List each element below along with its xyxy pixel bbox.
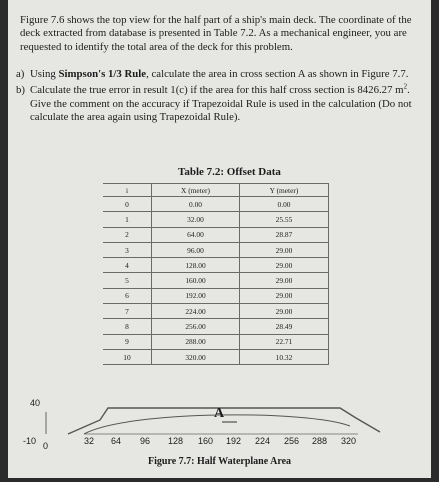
cell-x: 160.00 [152,273,240,288]
cell-y: 25.55 [240,212,329,227]
cell-i: 8 [103,319,152,334]
cell-i: 3 [103,242,152,257]
x-tick-label: 192 [226,436,242,446]
question-b-text: Calculate the true error in result 1(c) if the area for this half cross section is 8426.27 $m^2$. Give the comment on the accuracy if Trapezoidal Rule is used in the calculation (Do not calculate the area again using Trapezoidal Rule). [30,82,412,123]
cell-x: 192.00 [152,288,240,303]
cell-i: 10 [103,349,152,364]
x-tick-label: 320 [341,436,357,446]
area-unit-exponent: 2 [403,82,408,91]
question-a-label: a) [16,68,25,80]
cell-i: 5 [103,273,152,288]
cell-y: 29.00 [240,242,329,257]
cell-i: 9 [103,334,152,349]
cell-y: 29.00 [240,273,329,288]
cell-y: 29.00 [240,258,329,273]
cell-x: 288.00 [152,334,240,349]
cell-x: 0.00 [152,197,240,212]
section-a-label: A [214,406,225,421]
cell-y: 29.00 [240,304,329,319]
cell-i: 6 [103,288,152,303]
cell-y: 0.00 [240,197,329,212]
x-tick-label: 224 [255,436,271,446]
x-tick-label: 64 [111,436,122,446]
table-title: Table 7.2: Offset Data [178,166,281,178]
cell-y: 22.71 [240,334,329,349]
cell-y: 28.49 [240,319,329,334]
cell-x: 32.00 [152,212,240,227]
cell-i: 1 [103,212,152,227]
y-axis-top-label: 40 [30,398,41,408]
cell-x: 96.00 [152,242,240,257]
cell-y: 10.32 [240,349,329,364]
cell-y: 29.00 [240,288,329,303]
cell-x: 320.00 [152,349,240,364]
x-tick-label: 96 [140,436,151,446]
x-tick-label: 128 [168,436,184,446]
document-page [8,0,431,478]
cell-i: 7 [103,304,152,319]
x-axis-zero-label: 0 [43,441,49,451]
question-a-text: Using Simpson's 1/3 Rule, calculate the area in cross section A as shown in Figure 7.7. [30,68,409,80]
cell-i: 4 [103,258,152,273]
header-i: i [103,184,152,197]
intro-paragraph: Figure 7.6 shows the top view for the half part of a ship's main deck. The coordinate of the deck extracted from database is presented in Table 7.2. As a mechanical engineer, you are requested to identify the total area of the deck for this problem. [20,14,412,53]
x-tick-label: 256 [284,436,300,446]
simpson-rule-bold: Simpson's 1/3 Rule [58,68,147,80]
header-x: X (meter) [152,184,240,197]
cell-i: 0 [103,197,152,212]
cell-x: 256.00 [152,319,240,334]
question-b-label: b) [16,84,25,97]
cell-x: 128.00 [152,258,240,273]
figure-caption: Figure 7.7: Half Waterplane Area [148,456,292,467]
cell-i: 2 [103,227,152,242]
cell-x: 224.00 [152,304,240,319]
x-tick-label: 32 [84,436,95,446]
y-axis-bottom-label: -10 [23,436,37,446]
cell-y: 28.87 [240,227,329,242]
x-tick-label: 288 [312,436,328,446]
header-y: Y (meter) [240,184,329,197]
cell-x: 64.00 [152,227,240,242]
x-tick-label: 160 [198,436,214,446]
